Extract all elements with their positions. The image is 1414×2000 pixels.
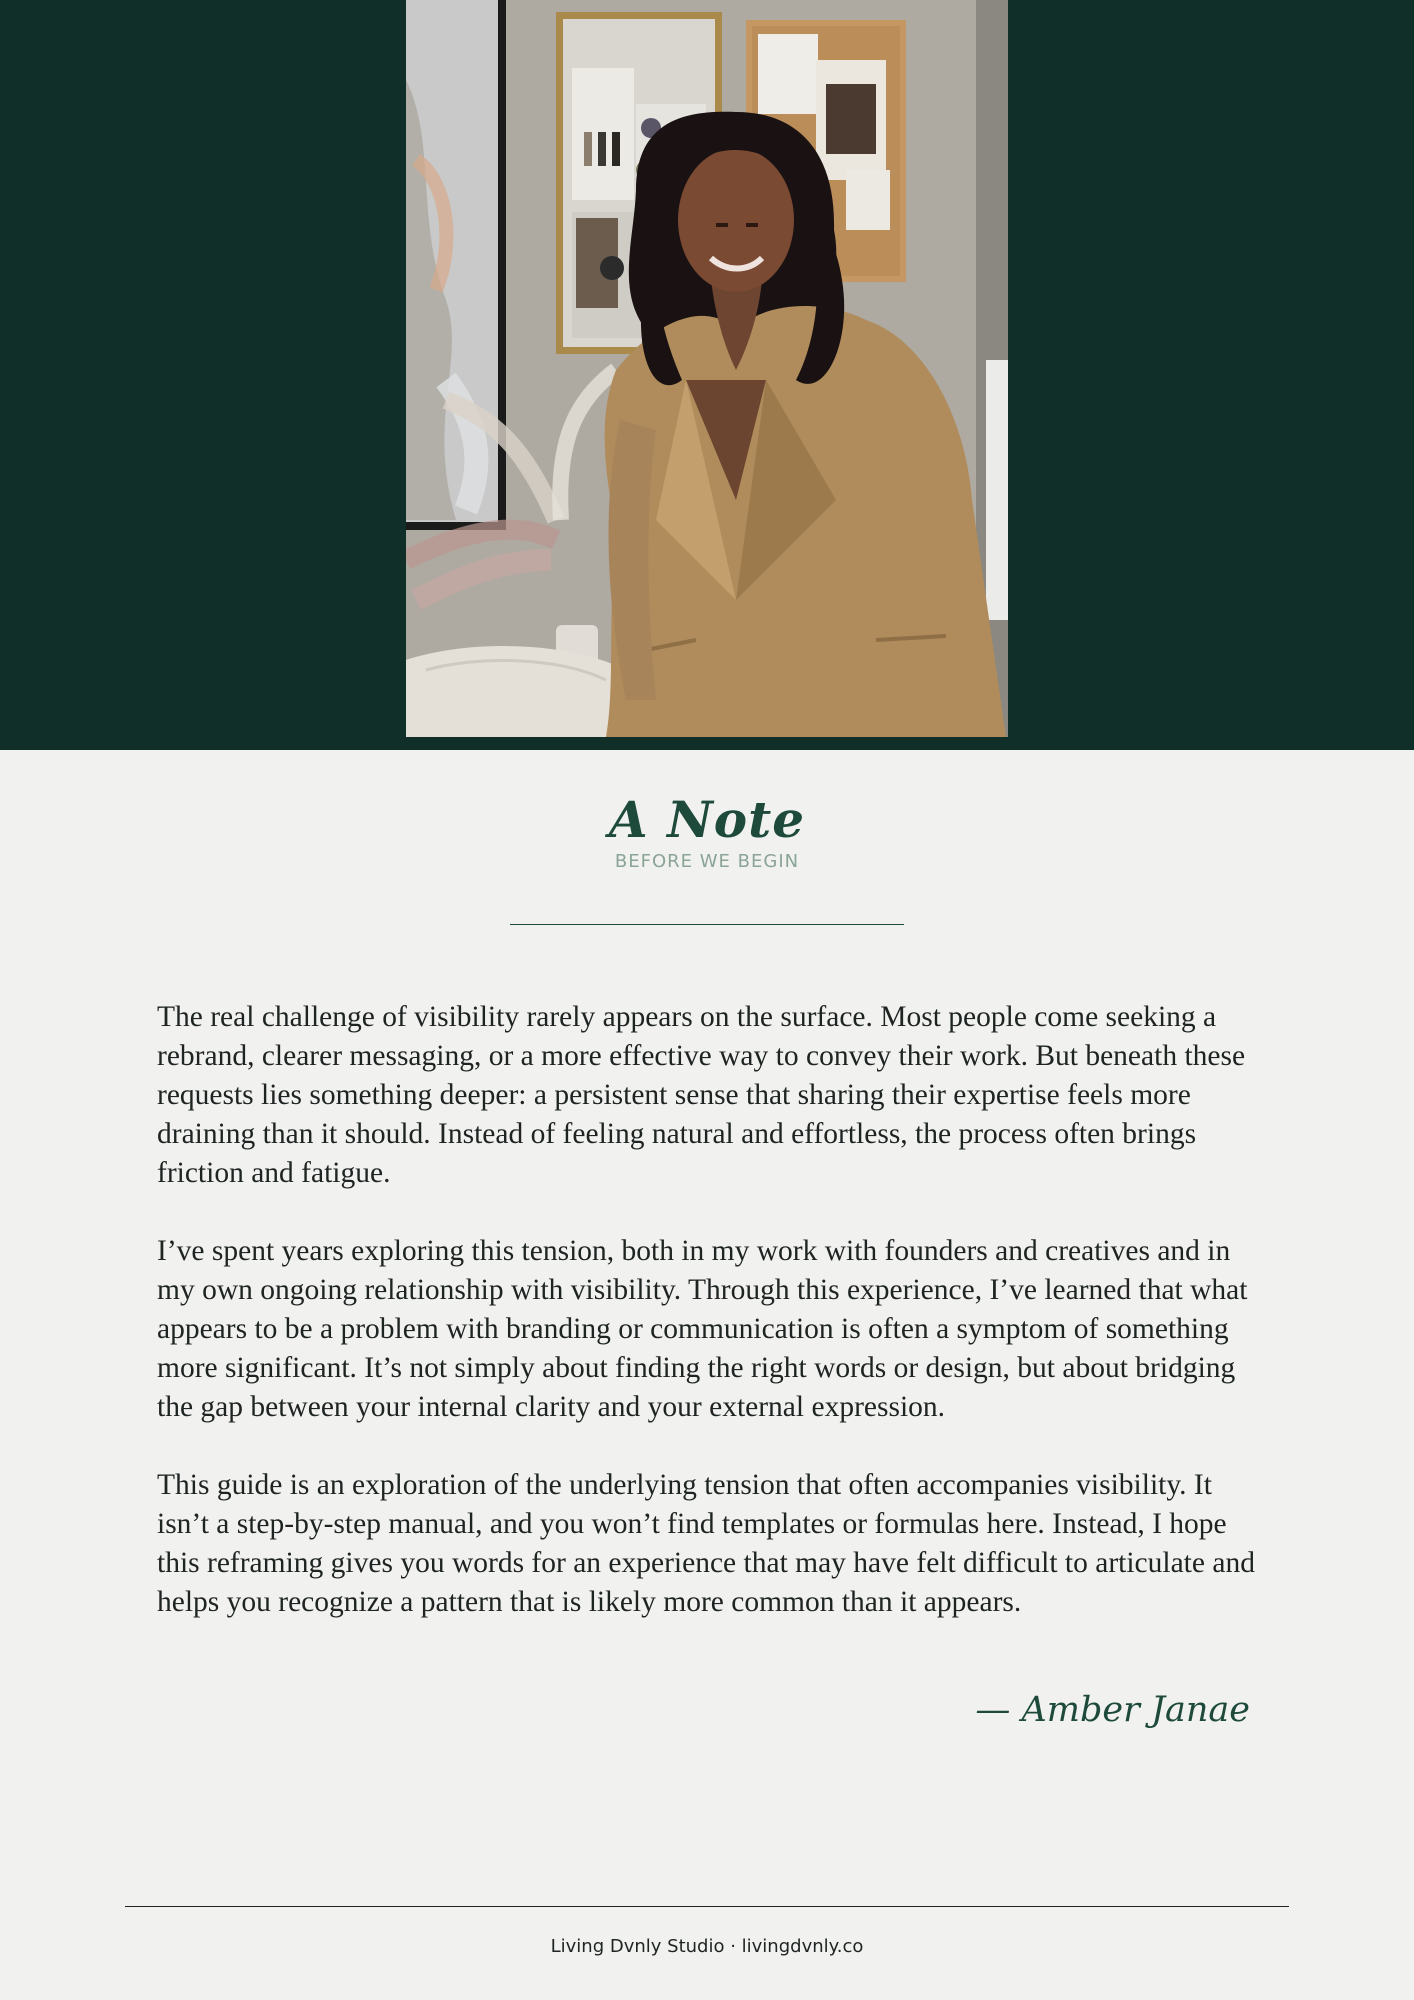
footer-divider [125, 1906, 1289, 1907]
title-block [0, 790, 1414, 874]
paragraph-3: This guide is an exploration of the underlying tension that often accompanies visibility. It isn’t a step-by-step manual, and you won’t find templates or formulas here. Instead, I hope this reframing gives you words for an experience that may have felt difficult to articulate and helps you recognize a pattern that is likely more common than it appears. [157, 1469, 1255, 1618]
hero-banner [0, 0, 1414, 750]
title-divider [510, 924, 904, 925]
paragraph-1: The real challenge of visibility rarely appears on the surface. Most people come seeking a rebrand, clearer messaging, or a more effective way to convey their work. But beneath these requests lies something deeper: a persistent sense that sharing their expertise feels more draining than it should. Instead of feeling natural and effortless, the process often brings friction and fatigue. [157, 1001, 1246, 1189]
portrait-photo [406, 0, 1008, 737]
signature: — Amber Janae [975, 1690, 1250, 1730]
paragraph-2: I’ve spent years exploring this tension, both in my work with founders and creatives and in my own ongoing relationship with visibility. Through this experience, I’ve learned that what appears to be a problem with branding or communication is often a symptom of something more significant. It’s not simply about finding the right words or design, but about bridging the gap between your internal clarity and your external expression. [157, 1235, 1248, 1423]
page-subtitle: BEFORE WE BEGIN [614, 851, 800, 872]
footer-text: Living Dvnly Studio · livingdvnly.co [550, 1936, 864, 1957]
note-body [157, 998, 1267, 1661]
page-title: A Note [608, 790, 806, 849]
